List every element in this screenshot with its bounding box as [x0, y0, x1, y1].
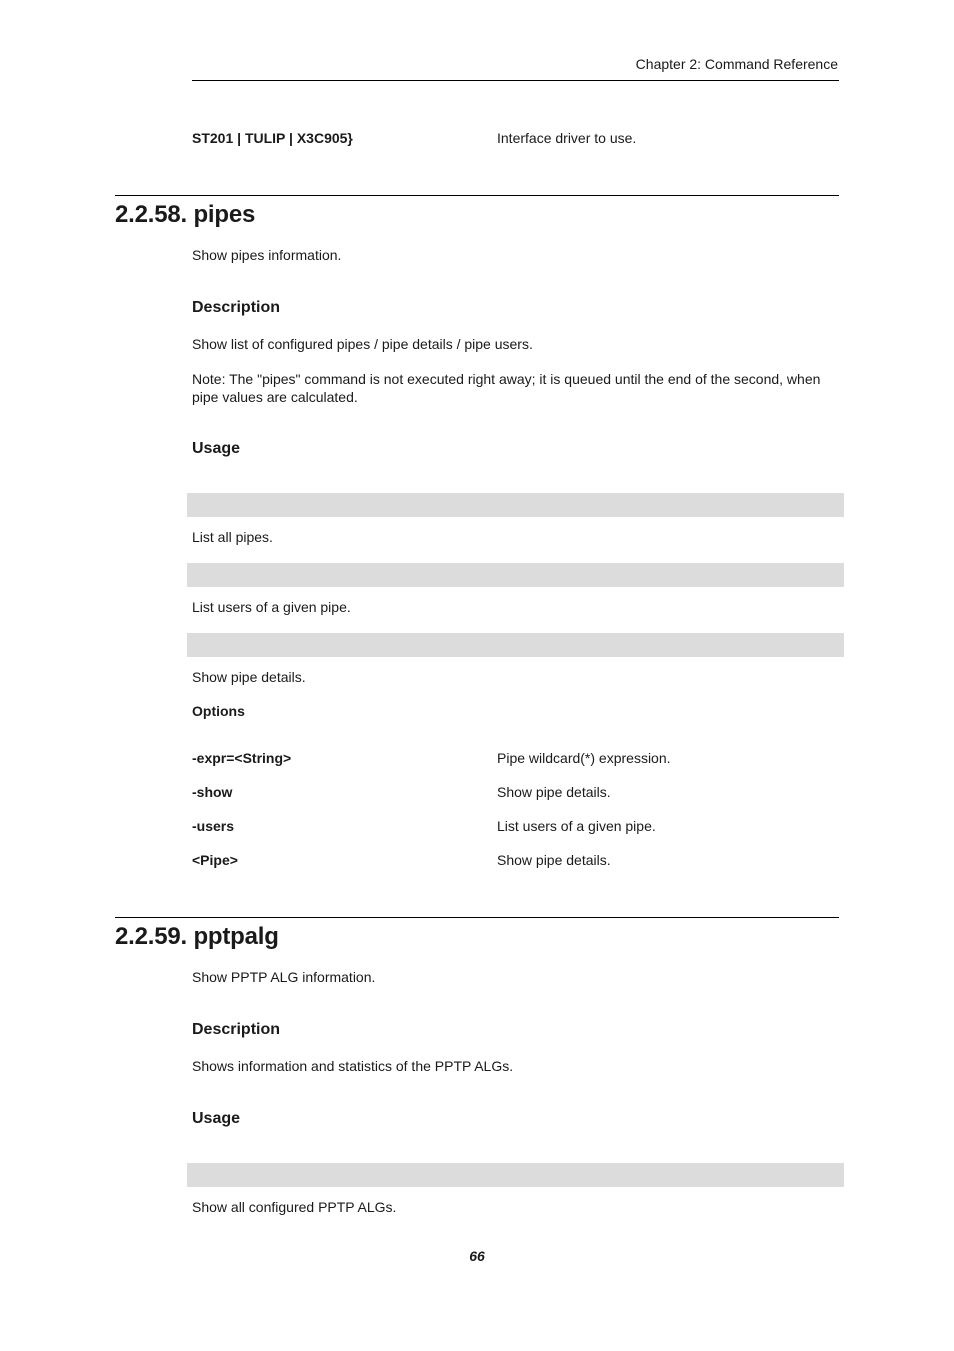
- option-definition: Pipe wildcard(*) expression.: [497, 750, 671, 766]
- section-title: 2.2.59. pptpalg: [115, 923, 279, 950]
- running-header: Chapter 2: Command Reference: [635, 56, 838, 72]
- section-title: 2.2.58. pipes: [115, 201, 256, 228]
- option-term: -users: [192, 818, 235, 834]
- section-summary: Show pipes information.: [192, 247, 342, 263]
- usage-heading: Usage: [192, 1110, 241, 1127]
- header-rule: [192, 80, 839, 81]
- description-text: Show list of configured pipes / pipe details / pipe users.: [192, 336, 533, 352]
- description-heading: Description: [192, 299, 281, 316]
- usage-description: List all pipes.: [192, 529, 273, 545]
- description-text: Shows information and statistics of the PPTP ALGs.: [192, 1058, 514, 1074]
- usage-code-block: [187, 633, 844, 657]
- usage-description: List users of a given pipe.: [192, 599, 351, 615]
- option-definition: Show pipe details.: [497, 784, 611, 800]
- section-rule: [115, 917, 839, 918]
- options-heading: Options: [192, 703, 245, 719]
- section-summary: Show PPTP ALG information.: [192, 969, 376, 985]
- option-term: -show: [192, 784, 233, 800]
- usage-code-block: [187, 563, 844, 587]
- usage-description: Show pipe details.: [192, 669, 306, 685]
- usage-description: Show all configured PPTP ALGs.: [192, 1199, 397, 1215]
- page-number: 66: [469, 1248, 485, 1264]
- usage-code-block: [187, 493, 844, 517]
- option-term: -expr=<String>: [192, 750, 292, 766]
- option-term: ST201 | TULIP | X3C905}: [192, 130, 353, 146]
- section-rule: [115, 195, 839, 196]
- option-definition: Show pipe details.: [497, 852, 611, 868]
- option-definition: Interface driver to use.: [497, 130, 637, 146]
- note-text: Note: The "pipes" command is not executed right away; it is queued until the end of the second, when pipe values are calculated.: [192, 371, 821, 405]
- usage-heading: Usage: [192, 440, 241, 457]
- option-definition: List users of a given pipe.: [497, 818, 656, 834]
- description-heading: Description: [192, 1021, 281, 1038]
- usage-code-block: [187, 1163, 844, 1187]
- option-term: <Pipe>: [192, 852, 238, 868]
